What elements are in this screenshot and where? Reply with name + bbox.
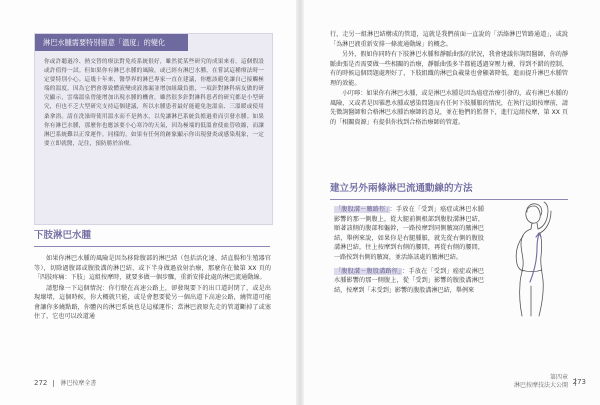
route-label: 「腹股溝－腋路徑」 <box>335 206 389 213</box>
section-heading-text: 建立另外兩條淋巴流通動線的方法 <box>330 183 473 194</box>
figure-head <box>526 206 540 223</box>
paragraph: 請想像一下這個情況：你行駛在高速公路上，卻發現要下的出口道封閉了，或是出現壞堵，這個時候，你大概就只能，或是會想要從另一個出道下高速公路，繞管道可能會讓你多繞點路，你體內的淋巴系統也是這樣運作；當淋巴液原先走的管道斷掉了或塞住了，它也可以改道通 <box>34 284 271 320</box>
route-column <box>334 205 484 299</box>
figure-torso-right <box>540 233 543 280</box>
sidebar-body: 你或許聽過冷、熱交替的療法對免疫系統很好，雖然從某些研究的成果來看，這個假設或許值得一試。但如果你有淋巴水腫的風險，或已經有淋巴水腫，在嘗試這種療法時一定要特別小心。這幾十年來，醫學界的淋巴專家一直在建議，你應該避免讓自己接觸極端的溫度。因為它們會導致體液變成液滲漏並增加組織負擔，一項針對淋科病友做的研究顯示，雲端溫泉曾能增加出現水腫的機會，雖然很多針對淋科患者的研究都是小型研究，但也不乏大型研究支持這個建議，所以水腫患者最好能避免泡溫泉、三溫暖或使用桑拿浴。請在洗澡時使用溫水而不是熱水，以免讓淋巴系統負擔過重而引發水腫。如果你有淋巴水腫，那麼你也應該要小心寒冷的天氣，因為極端的低溫會使血管收縮，而讓淋巴系統難以正常運作。同樣的，如果有任何的跡象顯示你出現發炎或感染現象，一定要立即就醫，記住，預防勝於治療。 <box>44 59 264 147</box>
book-gutter <box>296 0 304 405</box>
route-paragraph <box>334 267 484 296</box>
massage-figure-illustration <box>482 200 572 320</box>
footer-divider <box>53 380 54 387</box>
heading-rule <box>34 246 270 247</box>
route-paragraph <box>334 205 484 263</box>
sidebar-title: 淋巴水腫需要特別留意「溫度」的變化 <box>35 34 188 51</box>
route-arrow-line <box>530 234 539 282</box>
running-title: 淋巴按摩技法大公開 <box>513 382 568 389</box>
left-body-text <box>34 254 271 323</box>
figure-waistline <box>521 270 542 272</box>
route-text: ：手放在「受到」癌症或淋巴水腫影響的那一側腹上，從「受到」影響的腹股溝淋巴結，按摩到「未受到」影響的腹股溝淋巴結，舉例來 <box>334 267 485 294</box>
figure-right-leg <box>539 280 543 316</box>
figure-hair <box>527 204 542 215</box>
paragraph: 如果你淋巴水腫的風險是因為移除腹部的淋巴結（包括活化達、結直腸和生殖器官等），切除過腹部或腹股溝的淋巴結，或下半身做過放射治療，那麼你在做第 XX 頁的「四肢疼痛：下肢」這組按摩時，就要多做一個步驟，重新安排此處的淋巴流通動線。 <box>34 255 271 281</box>
right-body-text <box>330 30 568 128</box>
right-footer <box>513 374 586 390</box>
sidebar-box <box>34 33 273 225</box>
route-text: ：手放在「受到」癌症或淋巴水腫影響的那一側腹上，從大腿前側根部到腹股溝淋巴結，順著該側的腹部和軀幹，一路按摩到同側腋窩的腋淋巴結，舉例來說，如果你是右腿腫脹，就先從右側的腹股溝淋巴結，往上按摩到右側的腰間，再從右側的腰間，一路按到右側的腋窩，並活絡該處的腋淋巴結。 <box>334 206 484 261</box>
paragraph: 行，走另一組淋巴結構成的管道，這就是我們前面一直說的「活絡淋巴管路通道」，或說「為淋巴液重新安排一條流通動線」的概念。 <box>330 31 568 48</box>
paragraph: 另外，假如你同時有下肢淋巴水腫和靜脈曲張的狀況，我會建議你詢問醫師，你的靜脈曲張是否需要做一些相關的治療，靜脈曲張多半都能透過穿壓力襪，得到不錯的控制，有的時候這個問題處理好了，下肢組織的淋巴負載量也會顯著降低，進而提升淋巴水腫管理的效能。 <box>330 51 568 87</box>
figure-left-leg <box>520 284 522 316</box>
page-number: 273 <box>572 378 586 386</box>
left-footer <box>34 378 96 387</box>
paragraph: 小叮嚀：如果你有淋巴水腫，或是淋巴水腫是因為癌症治療引發的，或有淋巴水腫的風險，又或者是因罹患水腫或感染問題而有任何下肢腫脹的情況，在執行這組按摩前，請先徵詢醫師和合格淋巴水腫治療師的意見，並在他們的監督下，進行這組按摩，第 XX 頁的「相關資源」有提供你找到合格治療師的管道。 <box>330 90 568 126</box>
section-heading-text: 下肢淋巴水腫 <box>34 230 92 241</box>
section-heading-right <box>330 181 568 199</box>
section-heading-left <box>34 228 264 246</box>
route-label: 「腹股溝－腹股溝路徑」 <box>335 267 402 275</box>
running-title: 淋巴按摩全書 <box>60 380 97 387</box>
chapter-label: 第四章 <box>549 374 568 381</box>
page-number: 272 <box>34 379 48 387</box>
figure-neck <box>531 223 538 229</box>
